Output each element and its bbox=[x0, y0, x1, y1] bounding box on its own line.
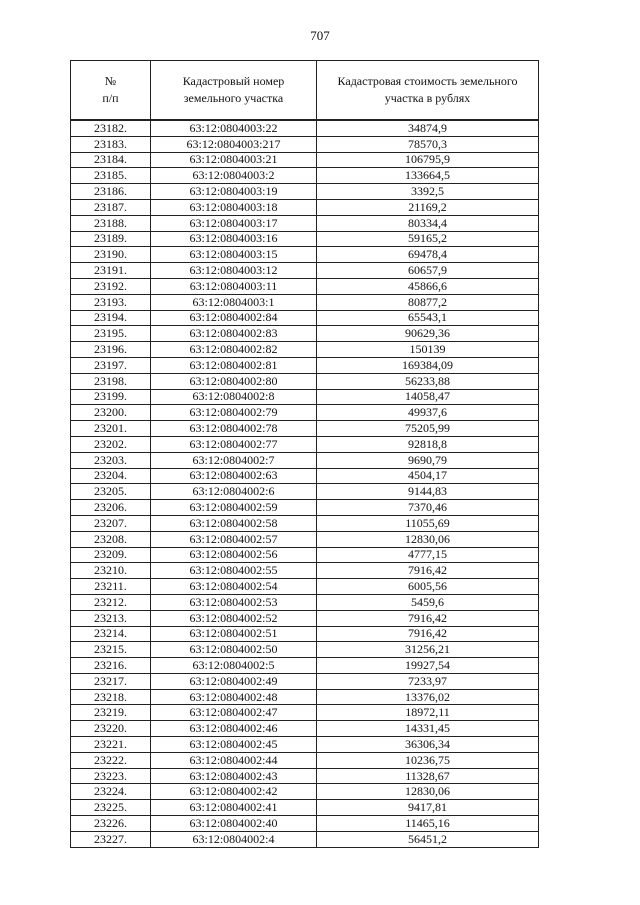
cell-cadastral-number: 63:12:0804002:79 bbox=[151, 405, 317, 421]
cell-index: 23182. bbox=[71, 120, 151, 136]
cell-cadastral-value: 7370,46 bbox=[317, 500, 539, 516]
cell-index: 23190. bbox=[71, 247, 151, 263]
cell-cadastral-value: 7916,42 bbox=[317, 626, 539, 642]
table-row bbox=[71, 152, 539, 168]
cell-cadastral-number: 63:12:0804002:4 bbox=[151, 831, 317, 847]
cell-index: 23198. bbox=[71, 373, 151, 389]
cell-cadastral-value: 80334,4 bbox=[317, 215, 539, 231]
cell-cadastral-value: 9417,81 bbox=[317, 800, 539, 816]
cell-cadastral-value: 11465,16 bbox=[317, 816, 539, 832]
table-row bbox=[71, 120, 539, 136]
cell-index: 23215. bbox=[71, 642, 151, 658]
cell-cadastral-value: 59165,2 bbox=[317, 231, 539, 247]
cell-index: 23183. bbox=[71, 136, 151, 152]
cell-index: 23209. bbox=[71, 547, 151, 563]
cell-cadastral-value: 11055,69 bbox=[317, 515, 539, 531]
cell-cadastral-value: 31256,21 bbox=[317, 642, 539, 658]
cell-cadastral-number: 63:12:0804003:11 bbox=[151, 278, 317, 294]
table-row bbox=[71, 389, 539, 405]
cell-cadastral-number: 63:12:0804003:19 bbox=[151, 184, 317, 200]
table-row bbox=[71, 800, 539, 816]
table-row bbox=[71, 294, 539, 310]
cell-cadastral-number: 63:12:0804003:17 bbox=[151, 215, 317, 231]
table-row bbox=[71, 579, 539, 595]
table-row bbox=[71, 263, 539, 279]
cell-cadastral-value: 3392,5 bbox=[317, 184, 539, 200]
cell-index: 23224. bbox=[71, 784, 151, 800]
cell-cadastral-number: 63:12:0804002:53 bbox=[151, 594, 317, 610]
table-row bbox=[71, 689, 539, 705]
table-row bbox=[71, 484, 539, 500]
cell-cadastral-number: 63:12:0804003:22 bbox=[151, 120, 317, 136]
cell-index: 23202. bbox=[71, 436, 151, 452]
cell-cadastral-value: 169384,09 bbox=[317, 357, 539, 373]
cell-index: 23195. bbox=[71, 326, 151, 342]
table-row bbox=[71, 136, 539, 152]
cell-cadastral-number: 63:12:0804002:81 bbox=[151, 357, 317, 373]
table-row bbox=[71, 436, 539, 452]
cell-index: 23184. bbox=[71, 152, 151, 168]
cell-index: 23208. bbox=[71, 531, 151, 547]
cell-cadastral-number: 63:12:0804002:57 bbox=[151, 531, 317, 547]
page-number: 707 bbox=[310, 28, 330, 43]
cell-index: 23194. bbox=[71, 310, 151, 326]
cell-cadastral-number: 63:12:0804003:16 bbox=[151, 231, 317, 247]
cell-cadastral-value: 12830,06 bbox=[317, 784, 539, 800]
cell-cadastral-value: 10236,75 bbox=[317, 752, 539, 768]
table-row bbox=[71, 199, 539, 215]
table-row bbox=[71, 326, 539, 342]
cell-cadastral-number: 63:12:0804002:8 bbox=[151, 389, 317, 405]
table-row bbox=[71, 531, 539, 547]
cell-cadastral-value: 78570,3 bbox=[317, 136, 539, 152]
cell-cadastral-value: 65543,1 bbox=[317, 310, 539, 326]
table-row bbox=[71, 452, 539, 468]
cell-cadastral-value: 92818,8 bbox=[317, 436, 539, 452]
table-row bbox=[71, 816, 539, 832]
cell-cadastral-value: 56233,88 bbox=[317, 373, 539, 389]
cell-cadastral-value: 60657,9 bbox=[317, 263, 539, 279]
table-header bbox=[71, 61, 539, 121]
cell-cadastral-value: 45866,6 bbox=[317, 278, 539, 294]
cell-cadastral-value: 7916,42 bbox=[317, 563, 539, 579]
table-row bbox=[71, 515, 539, 531]
cell-cadastral-value: 5459,6 bbox=[317, 594, 539, 610]
cell-cadastral-number: 63:12:0804002:84 bbox=[151, 310, 317, 326]
cell-cadastral-value: 6005,56 bbox=[317, 579, 539, 595]
table-row bbox=[71, 342, 539, 358]
cell-index: 23226. bbox=[71, 816, 151, 832]
header-cadastral-number: Кадастровый номер земельного участка bbox=[151, 61, 317, 121]
table-row bbox=[71, 768, 539, 784]
cell-cadastral-number: 63:12:0804002:82 bbox=[151, 342, 317, 358]
cell-cadastral-number: 63:12:0804002:41 bbox=[151, 800, 317, 816]
header-cadastral-value: Кадастровая стоимость земельного участка в рублях bbox=[317, 61, 539, 121]
table-row bbox=[71, 357, 539, 373]
cell-cadastral-number: 63:12:0804002:51 bbox=[151, 626, 317, 642]
cell-index: 23214. bbox=[71, 626, 151, 642]
cell-index: 23197. bbox=[71, 357, 151, 373]
cell-index: 23199. bbox=[71, 389, 151, 405]
table-row bbox=[71, 705, 539, 721]
table-row bbox=[71, 610, 539, 626]
cell-cadastral-number: 63:12:0804003:217 bbox=[151, 136, 317, 152]
table-row bbox=[71, 721, 539, 737]
cell-cadastral-number: 63:12:0804002:83 bbox=[151, 326, 317, 342]
cell-index: 23201. bbox=[71, 421, 151, 437]
cell-cadastral-number: 63:12:0804002:5 bbox=[151, 658, 317, 674]
cell-index: 23187. bbox=[71, 199, 151, 215]
header-index: № п/п bbox=[71, 61, 151, 121]
cell-cadastral-number: 63:12:0804003:12 bbox=[151, 263, 317, 279]
table-row bbox=[71, 547, 539, 563]
cell-cadastral-number: 63:12:0804003:21 bbox=[151, 152, 317, 168]
cell-cadastral-number: 63:12:0804003:1 bbox=[151, 294, 317, 310]
cell-index: 23222. bbox=[71, 752, 151, 768]
table-row bbox=[71, 642, 539, 658]
cell-index: 23186. bbox=[71, 184, 151, 200]
table-row bbox=[71, 310, 539, 326]
table-row bbox=[71, 594, 539, 610]
cell-cadastral-value: 9144,83 bbox=[317, 484, 539, 500]
cell-cadastral-number: 63:12:0804002:54 bbox=[151, 579, 317, 595]
cell-cadastral-value: 7916,42 bbox=[317, 610, 539, 626]
cell-cadastral-value: 14058,47 bbox=[317, 389, 539, 405]
cell-cadastral-number: 63:12:0804002:44 bbox=[151, 752, 317, 768]
table-row bbox=[71, 168, 539, 184]
cell-cadastral-value: 13376,02 bbox=[317, 689, 539, 705]
cell-index: 23212. bbox=[71, 594, 151, 610]
cell-cadastral-value: 34874,9 bbox=[317, 120, 539, 136]
cell-index: 23219. bbox=[71, 705, 151, 721]
cell-cadastral-value: 49937,6 bbox=[317, 405, 539, 421]
cell-cadastral-value: 80877,2 bbox=[317, 294, 539, 310]
table-row bbox=[71, 231, 539, 247]
cell-index: 23193. bbox=[71, 294, 151, 310]
table-row bbox=[71, 784, 539, 800]
cell-cadastral-value: 4504,17 bbox=[317, 468, 539, 484]
cell-cadastral-number: 63:12:0804002:47 bbox=[151, 705, 317, 721]
cell-cadastral-value: 133664,5 bbox=[317, 168, 539, 184]
cell-index: 23203. bbox=[71, 452, 151, 468]
cell-index: 23213. bbox=[71, 610, 151, 626]
cell-cadastral-number: 63:12:0804002:52 bbox=[151, 610, 317, 626]
cell-index: 23205. bbox=[71, 484, 151, 500]
cell-index: 23217. bbox=[71, 673, 151, 689]
cell-cadastral-value: 9690,79 bbox=[317, 452, 539, 468]
cell-index: 23204. bbox=[71, 468, 151, 484]
cell-cadastral-number: 63:12:0804002:43 bbox=[151, 768, 317, 784]
cell-index: 23206. bbox=[71, 500, 151, 516]
table-row bbox=[71, 737, 539, 753]
table-row bbox=[71, 421, 539, 437]
table-body bbox=[71, 120, 539, 847]
table-row bbox=[71, 468, 539, 484]
cell-cadastral-value: 19927,54 bbox=[317, 658, 539, 674]
table-row bbox=[71, 563, 539, 579]
cadastral-value-table bbox=[70, 60, 539, 848]
table-row bbox=[71, 673, 539, 689]
table-row bbox=[71, 831, 539, 847]
cell-cadastral-value: 36306,34 bbox=[317, 737, 539, 753]
cell-cadastral-number: 63:12:0804002:77 bbox=[151, 436, 317, 452]
cell-cadastral-number: 63:12:0804002:46 bbox=[151, 721, 317, 737]
cell-cadastral-number: 63:12:0804003:2 bbox=[151, 168, 317, 184]
cell-index: 23227. bbox=[71, 831, 151, 847]
cell-index: 23192. bbox=[71, 278, 151, 294]
cell-index: 23191. bbox=[71, 263, 151, 279]
cell-cadastral-number: 63:12:0804002:6 bbox=[151, 484, 317, 500]
cell-cadastral-number: 63:12:0804002:58 bbox=[151, 515, 317, 531]
cell-index: 23211. bbox=[71, 579, 151, 595]
cell-cadastral-value: 90629,36 bbox=[317, 326, 539, 342]
cell-cadastral-value: 75205,99 bbox=[317, 421, 539, 437]
cell-cadastral-number: 63:12:0804002:42 bbox=[151, 784, 317, 800]
cell-cadastral-number: 63:12:0804002:59 bbox=[151, 500, 317, 516]
table-row bbox=[71, 658, 539, 674]
cell-cadastral-value: 150139 bbox=[317, 342, 539, 358]
cell-cadastral-value: 56451,2 bbox=[317, 831, 539, 847]
cell-cadastral-value: 18972,11 bbox=[317, 705, 539, 721]
cell-index: 23189. bbox=[71, 231, 151, 247]
cell-cadastral-number: 63:12:0804003:15 bbox=[151, 247, 317, 263]
cell-cadastral-value: 69478,4 bbox=[317, 247, 539, 263]
cell-cadastral-number: 63:12:0804002:49 bbox=[151, 673, 317, 689]
cell-cadastral-value: 11328,67 bbox=[317, 768, 539, 784]
cell-cadastral-number: 63:12:0804002:7 bbox=[151, 452, 317, 468]
cell-index: 23185. bbox=[71, 168, 151, 184]
table-row bbox=[71, 500, 539, 516]
cell-cadastral-value: 21169,2 bbox=[317, 199, 539, 215]
cell-index: 23225. bbox=[71, 800, 151, 816]
table-row bbox=[71, 278, 539, 294]
table-row bbox=[71, 405, 539, 421]
cell-index: 23200. bbox=[71, 405, 151, 421]
cell-cadastral-value: 106795,9 bbox=[317, 152, 539, 168]
cell-cadastral-number: 63:12:0804002:40 bbox=[151, 816, 317, 832]
table-row bbox=[71, 626, 539, 642]
table-row bbox=[71, 184, 539, 200]
cell-cadastral-number: 63:12:0804002:45 bbox=[151, 737, 317, 753]
cell-cadastral-value: 4777,15 bbox=[317, 547, 539, 563]
cell-cadastral-number: 63:12:0804002:78 bbox=[151, 421, 317, 437]
cell-cadastral-number: 63:12:0804002:48 bbox=[151, 689, 317, 705]
table-row bbox=[71, 373, 539, 389]
cell-index: 23210. bbox=[71, 563, 151, 579]
cell-index: 23196. bbox=[71, 342, 151, 358]
table-row bbox=[71, 247, 539, 263]
cell-index: 23220. bbox=[71, 721, 151, 737]
cell-index: 23188. bbox=[71, 215, 151, 231]
header-row bbox=[71, 61, 539, 121]
cell-index: 23221. bbox=[71, 737, 151, 753]
cell-cadastral-value: 12830,06 bbox=[317, 531, 539, 547]
cell-cadastral-number: 63:12:0804002:80 bbox=[151, 373, 317, 389]
cell-cadastral-number: 63:12:0804003:18 bbox=[151, 199, 317, 215]
cell-cadastral-value: 7233,97 bbox=[317, 673, 539, 689]
cell-cadastral-number: 63:12:0804002:63 bbox=[151, 468, 317, 484]
cell-index: 23223. bbox=[71, 768, 151, 784]
cell-index: 23207. bbox=[71, 515, 151, 531]
table-row bbox=[71, 215, 539, 231]
cell-cadastral-number: 63:12:0804002:55 bbox=[151, 563, 317, 579]
cell-cadastral-number: 63:12:0804002:50 bbox=[151, 642, 317, 658]
cell-index: 23218. bbox=[71, 689, 151, 705]
cell-index: 23216. bbox=[71, 658, 151, 674]
table-row bbox=[71, 752, 539, 768]
cell-cadastral-number: 63:12:0804002:56 bbox=[151, 547, 317, 563]
cell-cadastral-value: 14331,45 bbox=[317, 721, 539, 737]
